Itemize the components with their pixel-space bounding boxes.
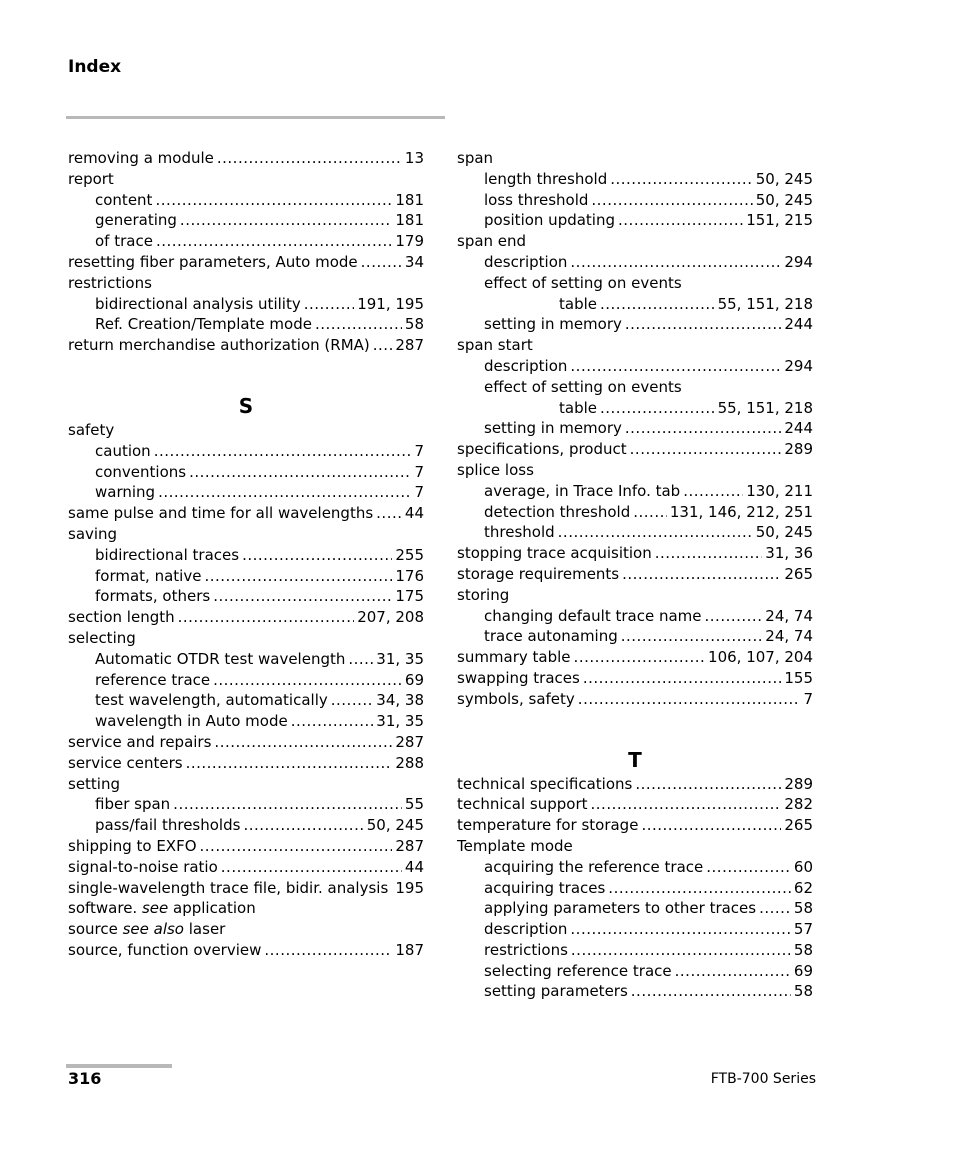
page-reference[interactable]: 60	[793, 857, 813, 876]
index-entry	[457, 647, 813, 668]
index-term: technical specifications	[457, 774, 633, 793]
index-term: caution	[95, 441, 151, 460]
index-entry	[457, 543, 813, 564]
page-header-title: Index	[68, 57, 122, 77]
page-reference[interactable]: 7	[414, 483, 424, 502]
index-entry	[457, 940, 813, 961]
index-term: acquiring traces	[484, 878, 606, 897]
index-term: same pulse and time for all wavelengths	[68, 504, 374, 523]
page-reference[interactable]: 44	[404, 857, 424, 876]
index-entry	[68, 335, 424, 356]
index-entry	[68, 732, 424, 753]
leader-dots	[154, 441, 412, 462]
index-term: service centers	[68, 753, 183, 772]
page-reference[interactable]: 244	[784, 315, 813, 334]
leader-dots	[304, 294, 355, 315]
index-term: description	[484, 356, 568, 375]
page-reference[interactable]: 31, 35	[376, 712, 424, 731]
index-entry	[457, 314, 813, 335]
index-entry	[457, 190, 813, 211]
page-reference[interactable]: 289	[784, 440, 813, 459]
index-term: software. see application	[68, 899, 256, 918]
leader-dots	[291, 711, 374, 732]
leader-dots	[574, 647, 705, 668]
index-term: pass/fail thresholds	[95, 816, 241, 835]
leader-dots	[178, 607, 355, 628]
page-reference[interactable]: 58	[793, 940, 813, 959]
page-reference[interactable]: 55, 151, 218	[717, 398, 813, 417]
index-term: warning	[95, 483, 156, 502]
leader-dots	[200, 836, 393, 857]
page-reference[interactable]: 34, 38	[376, 691, 424, 710]
index-term: Automatic OTDR test wavelength	[95, 649, 346, 668]
index-term: formats, others	[95, 587, 211, 606]
page-reference[interactable]: 282	[784, 795, 813, 814]
leader-dots	[373, 335, 393, 356]
leader-dots	[217, 148, 402, 169]
index-term: source, function overview	[68, 940, 262, 959]
index-term: technical support	[457, 795, 588, 814]
index-entry	[457, 836, 813, 857]
page-reference[interactable]: 265	[784, 816, 813, 835]
page-reference[interactable]: 55, 151, 218	[717, 294, 813, 313]
page-reference[interactable]: 58	[793, 899, 813, 918]
index-term: setting	[68, 774, 121, 793]
page-reference[interactable]: 50, 245	[755, 523, 813, 542]
index-entry	[68, 649, 424, 670]
page-reference[interactable]: 55	[404, 795, 424, 814]
page-reference[interactable]: 294	[784, 356, 813, 375]
index-term: Template mode	[457, 836, 573, 855]
index-entry	[457, 585, 813, 606]
index-term: wavelength in Auto mode	[95, 712, 288, 731]
page-reference[interactable]: 265	[784, 564, 813, 583]
index-entry	[68, 940, 424, 961]
index-entry	[457, 981, 813, 1002]
index-term: fiber span	[95, 795, 171, 814]
index-entry	[68, 815, 424, 836]
index-entry	[68, 503, 424, 524]
index-term: service and repairs	[68, 732, 212, 751]
index-term: temperature for storage	[457, 816, 639, 835]
index-term: restrictions	[484, 940, 568, 959]
leader-dots	[158, 482, 411, 503]
footer-rule	[66, 1064, 172, 1068]
index-column-left	[68, 148, 424, 961]
index-entry	[457, 356, 813, 377]
index-entry	[457, 398, 813, 419]
leader-dots	[591, 794, 782, 815]
index-entry	[457, 481, 813, 502]
index-entry	[457, 294, 813, 315]
index-entry	[68, 898, 424, 919]
page-reference[interactable]: 69	[404, 670, 424, 689]
leader-dots	[186, 753, 393, 774]
index-term: summary table	[457, 648, 571, 667]
page-reference[interactable]: 44	[404, 504, 424, 523]
index-term: position updating	[484, 211, 616, 230]
index-entry	[68, 711, 424, 732]
index-entry	[457, 794, 813, 815]
index-term: removing a module	[68, 149, 214, 167]
page-reference[interactable]: 50, 245	[755, 169, 813, 188]
leader-dots	[633, 502, 667, 523]
index-entry	[457, 878, 813, 899]
index-section-letter: T	[628, 747, 642, 772]
leader-dots	[578, 689, 801, 710]
leader-dots	[156, 231, 392, 252]
index-entry	[457, 564, 813, 585]
index-entry	[457, 815, 813, 836]
page-reference[interactable]: 69	[793, 961, 813, 980]
leader-dots	[204, 566, 392, 587]
index-entry	[457, 606, 813, 627]
index-term: swapping traces	[457, 668, 580, 687]
index-term: bidirectional traces	[95, 545, 240, 564]
index-entry	[68, 878, 424, 899]
index-term: restrictions	[68, 273, 152, 292]
page-reference[interactable]: 62	[793, 878, 813, 897]
leader-dots	[155, 190, 392, 211]
index-term: detection threshold	[484, 502, 631, 521]
page-number: 316	[68, 1069, 102, 1088]
leader-dots	[608, 878, 791, 899]
page-reference[interactable]: 13	[404, 149, 424, 167]
page-reference[interactable]: 24, 74	[765, 606, 813, 625]
leader-dots	[213, 586, 392, 607]
index-term: setting in memory	[484, 419, 622, 438]
index-term: description	[484, 252, 568, 271]
index-entry	[68, 420, 424, 441]
leader-dots	[630, 439, 782, 460]
index-term: signal-to-noise ratio	[68, 857, 218, 876]
leader-dots	[641, 815, 781, 836]
index-entry	[68, 210, 424, 231]
index-term: selecting reference trace	[484, 961, 672, 980]
index-entry	[68, 545, 424, 566]
page-reference[interactable]: 106, 107, 204	[708, 648, 813, 667]
leader-dots	[242, 545, 392, 566]
page-reference[interactable]: 7	[414, 462, 424, 481]
index-section-letter: S	[238, 393, 254, 418]
index-term: span	[457, 149, 494, 167]
page-reference[interactable]: 131, 146, 212, 251	[669, 502, 813, 521]
page-reference[interactable]: 7	[414, 441, 424, 460]
leader-dots	[376, 503, 402, 524]
index-term: bidirectional analysis utility	[95, 294, 301, 313]
page-reference[interactable]: 195	[395, 878, 424, 897]
index-term: format, native	[95, 566, 202, 585]
page-reference[interactable]: 179	[395, 232, 424, 251]
leader-dots	[361, 252, 402, 273]
index-entry	[68, 774, 424, 795]
index-entry	[68, 273, 424, 294]
index-term: description	[484, 920, 568, 939]
index-entry	[457, 857, 813, 878]
leader-dots	[635, 774, 781, 795]
leader-dots	[655, 543, 763, 564]
leader-dots	[621, 626, 763, 647]
page-reference[interactable]: 31, 35	[376, 649, 424, 668]
index-term: resetting fiber parameters, Auto mode	[68, 252, 358, 271]
leader-dots	[583, 668, 782, 689]
index-entry	[457, 774, 813, 795]
index-entry	[68, 836, 424, 857]
leader-dots	[213, 670, 402, 691]
leader-dots	[625, 418, 781, 439]
index-term: threshold	[484, 523, 555, 542]
index-entry	[68, 462, 424, 483]
index-entry	[68, 690, 424, 711]
leader-dots	[221, 857, 402, 878]
index-term: trace autonaming	[484, 627, 618, 646]
index-entry	[457, 169, 813, 190]
leader-dots	[600, 398, 715, 419]
page-reference[interactable]: 294	[784, 252, 813, 271]
page-reference[interactable]: 175	[395, 587, 424, 606]
index-term: loss threshold	[484, 190, 589, 209]
leader-dots	[570, 252, 781, 273]
index-entry	[457, 502, 813, 523]
index-term: test wavelength, automatically	[95, 691, 328, 710]
index-entry	[68, 231, 424, 252]
index-term: length threshold	[484, 169, 608, 188]
page-reference[interactable]: 7	[803, 689, 813, 708]
index-entry	[457, 148, 813, 169]
index-entry	[457, 418, 813, 439]
index-entry	[68, 857, 424, 878]
index-term: single-wavelength trace file, bidir. analysis	[68, 878, 389, 897]
index-entry	[457, 439, 813, 460]
index-term: span end	[457, 232, 527, 251]
index-entry	[457, 668, 813, 689]
index-entry	[68, 919, 424, 940]
leader-dots	[571, 940, 791, 961]
index-term: source see also laser	[68, 920, 226, 939]
leader-dots	[618, 210, 743, 231]
page-reference[interactable]: 130, 211	[746, 481, 813, 500]
index-entry	[68, 169, 424, 190]
index-term: table	[559, 294, 597, 313]
page-reference[interactable]: 24, 74	[765, 627, 813, 646]
index-term: table	[559, 398, 597, 417]
leader-dots	[591, 190, 752, 211]
leader-dots	[558, 522, 753, 543]
index-term: span start	[457, 336, 533, 355]
index-term: saving	[68, 524, 118, 543]
index-term: report	[68, 169, 114, 188]
index-entry	[457, 522, 813, 543]
index-entry	[68, 190, 424, 211]
index-entry	[457, 377, 813, 398]
page-reference[interactable]: 50, 245	[366, 816, 424, 835]
index-entry	[457, 626, 813, 647]
index-entry	[68, 148, 424, 169]
index-entry	[457, 335, 813, 356]
page-reference[interactable]: 57	[793, 920, 813, 939]
index-term: Ref. Creation/Template mode	[95, 315, 312, 334]
index-term: splice loss	[457, 460, 534, 479]
leader-dots	[622, 564, 781, 585]
page-reference[interactable]: 187	[395, 940, 424, 959]
leader-dots	[214, 732, 392, 753]
index-entry	[68, 441, 424, 462]
index-entry	[68, 753, 424, 774]
index-term: conventions	[95, 462, 187, 481]
index-term: symbols, safety	[457, 689, 575, 708]
index-term: stopping trace acquisition	[457, 544, 652, 563]
leader-dots	[331, 690, 374, 711]
page-reference[interactable]: 255	[395, 545, 424, 564]
index-entry	[68, 524, 424, 545]
leader-dots	[570, 919, 791, 940]
page-reference[interactable]: 181	[395, 211, 424, 230]
page-reference[interactable]: 58	[404, 315, 424, 334]
index-entry	[68, 586, 424, 607]
index-term: reference trace	[95, 670, 211, 689]
index-term: setting parameters	[484, 982, 628, 1001]
index-entry	[457, 919, 813, 940]
page-reference[interactable]: 58	[793, 982, 813, 1001]
page-reference[interactable]: 288	[395, 753, 424, 772]
index-entry	[68, 670, 424, 691]
header-rule	[66, 116, 445, 119]
index-entry	[457, 689, 813, 710]
leader-dots	[180, 210, 392, 231]
index-entry	[457, 898, 813, 919]
page-reference[interactable]: 287	[395, 336, 424, 355]
index-term: return merchandise authorization (RMA)	[68, 336, 370, 355]
index-entry	[457, 961, 813, 982]
page-reference[interactable]: 151, 215	[746, 211, 813, 230]
index-term: setting in memory	[484, 315, 622, 334]
leader-dots	[705, 606, 763, 627]
index-term: average, in Trace Info. tab	[484, 481, 681, 500]
page-reference[interactable]: 181	[395, 190, 424, 209]
index-column-right	[457, 148, 813, 1002]
leader-dots	[759, 898, 791, 919]
page-reference[interactable]: 50, 245	[755, 190, 813, 209]
leader-dots	[315, 314, 402, 335]
leader-dots	[610, 169, 753, 190]
index-entry	[68, 607, 424, 628]
index-term: safety	[68, 420, 115, 439]
page-reference[interactable]: 287	[395, 732, 424, 751]
index-term: changing default trace name	[484, 606, 702, 625]
leader-dots	[706, 857, 791, 878]
leader-dots	[173, 794, 402, 815]
index-term: acquiring the reference trace	[484, 857, 704, 876]
index-term: selecting	[68, 628, 136, 647]
leader-dots	[683, 481, 743, 502]
index-term: content	[95, 190, 153, 209]
page-reference[interactable]: 176	[395, 566, 424, 585]
index-entry	[68, 314, 424, 335]
index-term: shipping to EXFO	[68, 836, 197, 855]
index-entry	[457, 273, 813, 294]
index-term: generating	[95, 211, 177, 230]
page-reference[interactable]: 289	[784, 774, 813, 793]
leader-dots	[600, 294, 715, 315]
page-reference[interactable]: 287	[395, 836, 424, 855]
index-term: applying parameters to other traces	[484, 899, 757, 918]
leader-dots	[625, 314, 781, 335]
index-entry	[457, 252, 813, 273]
index-entry	[457, 210, 813, 231]
page-reference[interactable]: 31, 36	[765, 544, 813, 563]
leader-dots	[189, 462, 411, 483]
leader-dots	[264, 940, 392, 961]
index-term: specifications, product	[457, 440, 627, 459]
index-entry	[457, 231, 813, 252]
index-entry	[68, 794, 424, 815]
index-entry	[68, 566, 424, 587]
leader-dots	[675, 961, 791, 982]
index-term: storage requirements	[457, 564, 620, 583]
index-term: storing	[457, 585, 510, 604]
index-term: section length	[68, 608, 175, 627]
leader-dots	[631, 981, 791, 1002]
index-entry	[457, 460, 813, 481]
product-series: FTB-700 Series	[710, 1071, 816, 1087]
leader-dots	[348, 649, 373, 670]
page-reference[interactable]: 155	[784, 668, 813, 687]
page-reference[interactable]: 191, 195	[357, 294, 424, 313]
index-entry	[68, 628, 424, 649]
index-term: effect of setting on events	[484, 377, 682, 396]
index-term: effect of setting on events	[484, 273, 682, 292]
page-reference[interactable]: 34	[404, 252, 424, 271]
index-entry	[68, 252, 424, 273]
leader-dots	[570, 356, 781, 377]
leader-dots	[243, 815, 363, 836]
page-reference[interactable]: 244	[784, 419, 813, 438]
index-entry	[68, 482, 424, 503]
page-reference[interactable]: 207, 208	[357, 608, 424, 627]
index-entry	[68, 294, 424, 315]
index-term: of trace	[95, 232, 153, 251]
